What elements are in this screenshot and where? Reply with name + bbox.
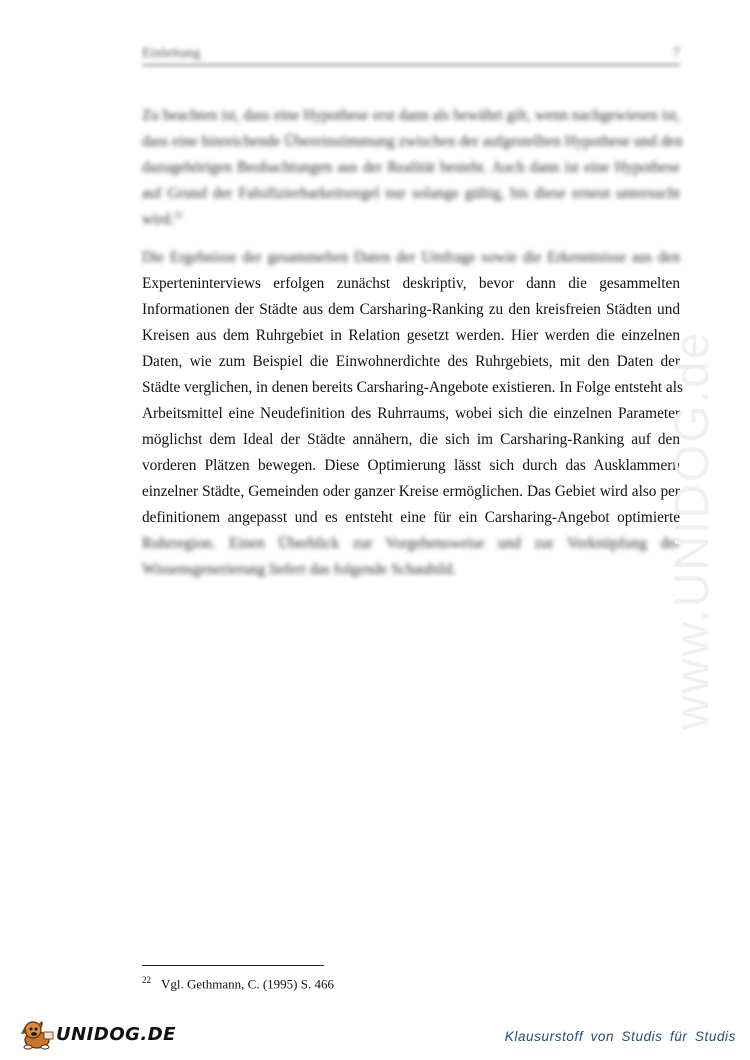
- footnote-number: 22: [142, 975, 151, 985]
- text-line: dazugehörigen Beobachtungen aus der Realität besteht. Auch dann ist eine Hypothese: [142, 159, 680, 176]
- footnote-ref: 21: [173, 209, 183, 220]
- text-line: dass eine hinreichende Übereinstimmung zwischen der aufgestellten Hypothese und den: [142, 133, 683, 150]
- footer-slogan: Klausurstoff von Studis für Studis: [504, 1029, 736, 1044]
- text-line: definitionem angepasst und es entsteht eine für ein Carsharing-Angebot optimierte: [142, 509, 680, 526]
- text-line-blurred: Ruhrregion. Einen Überblick zur Vorgehensweise und zur Verknüpfung der: [142, 535, 680, 552]
- unidog-logo[interactable]: [18, 1018, 176, 1050]
- text-line: vorderen Plätzen bewegen. Diese Optimierung lässt sich durch das Ausklammern: [142, 457, 680, 474]
- text-line: Kreisen aus dem Ruhrgebiet in Relation gesetzt werden. Hier werden die einzelnen: [142, 327, 680, 344]
- text-line: Städte verglichen, in denen bereits Carsharing-Angebote existieren. In Folge entsteht als: [142, 379, 683, 396]
- footnote-separator: [142, 965, 324, 966]
- footnote: [142, 975, 334, 992]
- text-line-blurred: Die Ergebnisse der gesammelten Daten der Umfrage sowie die Erkenntnisse aus den: [142, 249, 680, 266]
- page-number: 7: [673, 46, 680, 61]
- text-line: auf Grund der Falsifizierbarkeitsregel nur solange gültig, bis diese erneut untersucht: [142, 185, 680, 202]
- page-header: [142, 44, 680, 66]
- body-text: [142, 103, 683, 583]
- paragraph-main: [142, 245, 683, 583]
- text-line: Experteninterviews erfolgen zunächst deskriptiv, bevor dann die gesammelten: [142, 275, 680, 292]
- watermark: www.UNIDOG.de: [666, 330, 719, 730]
- logo-text: UNIDOG.DE: [56, 1024, 176, 1045]
- chapter-title: Einleitung: [142, 46, 201, 61]
- text-line: Daten, wie zum Beispiel die Einwohnerdichte des Ruhrgebiets, mit den Daten der: [142, 353, 680, 370]
- dog-mascot-icon: [18, 1018, 56, 1050]
- text-line: Informationen der Städte aus dem Carsharing-Ranking zu den kreisfreien Städten und: [142, 301, 680, 318]
- paragraph-blurred: [142, 103, 683, 233]
- text-line: Arbeitsmittel eine Neudefinition des Ruhrraums, wobei sich die einzelnen Parameter: [142, 405, 680, 422]
- text-line: einzelner Städte, Gemeinden oder ganzer Kreise ermöglichen. Das Gebiet wird also per: [142, 483, 680, 500]
- footnote-text: Vgl. Gethmann, C. (1995) S. 466: [161, 976, 334, 992]
- text-line: wird.$^{21}$: [142, 209, 183, 228]
- text-line-blurred: Wissensgenerierung liefert das folgende Schaubild.: [142, 561, 457, 578]
- text-line: möglichst dem Ideal der Städte annähern, die sich im Carsharing-Ranking auf den: [142, 431, 680, 448]
- text-line: Zu beachten ist, dass eine Hypothese erst dann als bewährt gilt, wenn nachgewiesen ist,: [142, 107, 680, 124]
